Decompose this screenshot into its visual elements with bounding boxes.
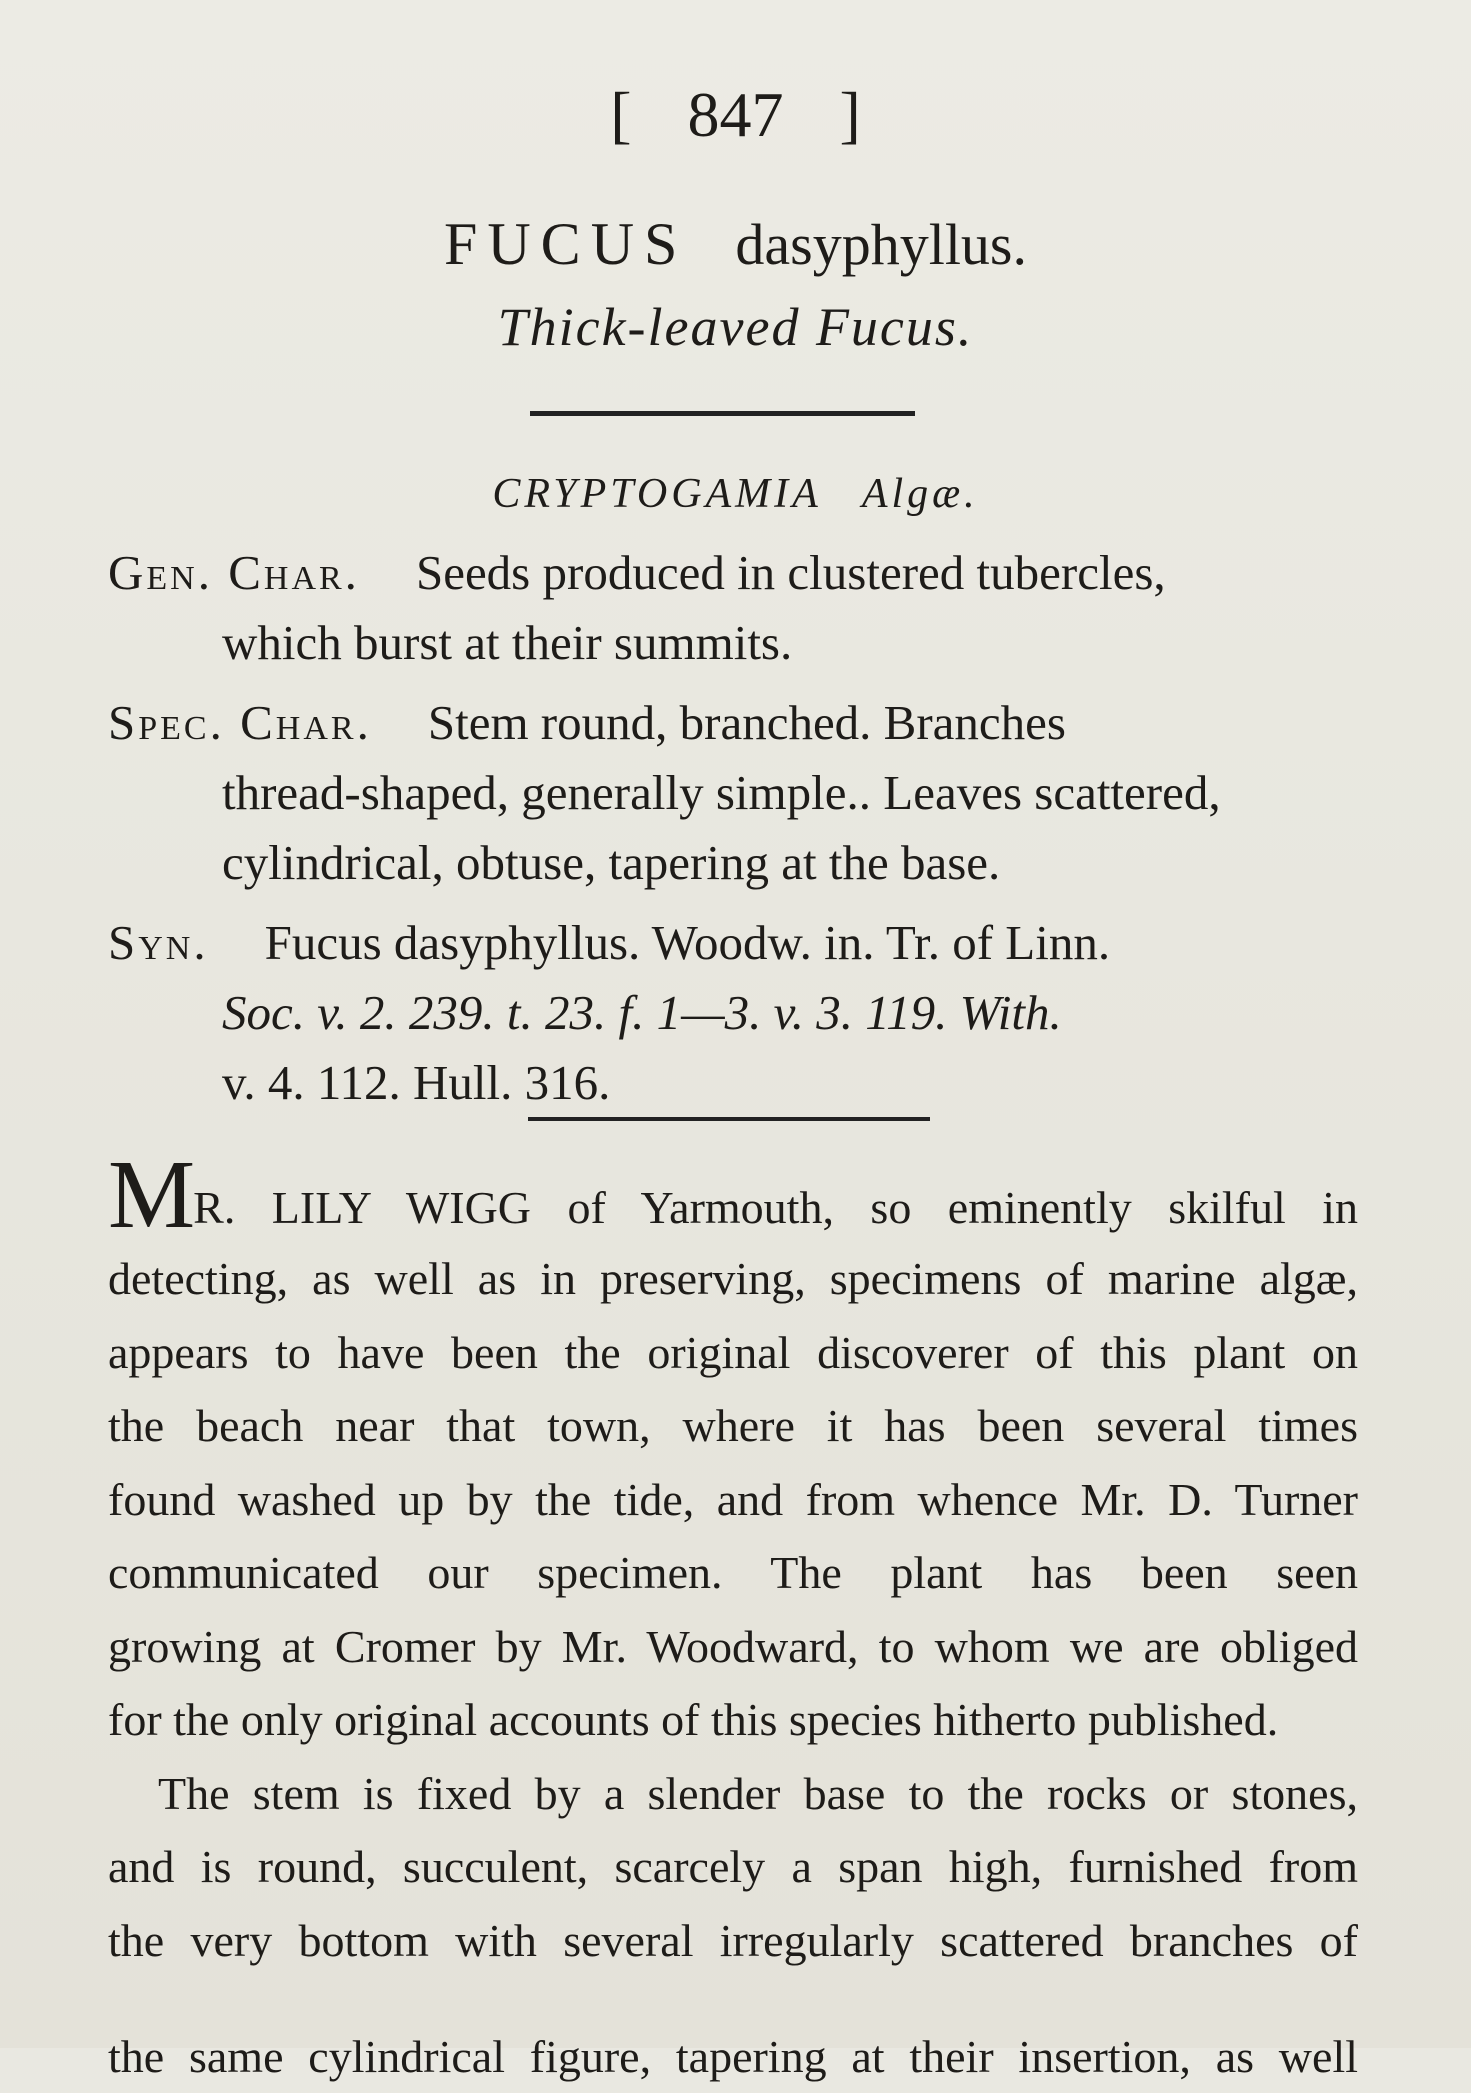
- generic-character: [108, 538, 1353, 678]
- definition-line: [108, 688, 1353, 758]
- bracket-close: ]: [839, 79, 861, 150]
- classification-line: [0, 470, 1471, 518]
- body-line: communicated our specimen. The plant has been seen: [108, 1547, 1358, 1598]
- specific-character: [108, 688, 1353, 898]
- species-name: dasyphyllus.: [735, 212, 1028, 277]
- body-line: growing at Cromer by Mr. Woodward, to whom we are obliged: [108, 1620, 1358, 1672]
- body-line: the beach near that town, where it has been several times: [108, 1400, 1358, 1451]
- definition-line: cylindrical, obtuse, tapering at the base.: [222, 835, 1001, 890]
- definition-line: [108, 908, 1353, 978]
- definition-line: Soc. v. 2. 239. t. 23. f. 1—3. v. 3. 119. With.: [222, 985, 1062, 1040]
- page-number-header: [0, 78, 1471, 152]
- definition-line: [108, 538, 1353, 608]
- definition-text: Seeds produced in clustered tubercles,: [415, 545, 1166, 600]
- body-line: the very bottom with several irregularly scattered branches of: [108, 1914, 1358, 1966]
- definition-line: thread-shaped, generally simple.. Leaves scattered,: [222, 765, 1221, 820]
- definition-text: Stem round, branched. Branches: [427, 695, 1067, 750]
- species-title: [0, 210, 1471, 279]
- common-name: Thick-leaved Fucus.: [497, 297, 974, 357]
- body-line: [108, 1141, 1358, 1249]
- definition-label: Spec. Char.: [108, 695, 372, 750]
- character-definitions: [108, 538, 1353, 1128]
- body-line: appears to have been the original discoverer of this plant on: [108, 1326, 1358, 1378]
- definition-line: v. 4. 112. Hull. 316.: [222, 1055, 611, 1110]
- body-line: for the only original accounts of this species hitherto published.: [108, 1694, 1279, 1745]
- bracket-open: [: [610, 79, 632, 150]
- divider-rule-top: [530, 411, 915, 416]
- body-line: found washed up by the tide, and from whence Mr. D. Turner: [108, 1473, 1358, 1525]
- definition-line: which burst at their summits.: [222, 615, 793, 670]
- definition-label: Syn.: [108, 915, 209, 970]
- body-line: detecting, as well as in preserving, specimens of marine algæ,: [108, 1253, 1358, 1304]
- definition-text: Fucus dasyphyllus. Woodw. in. Tr. of Linn.: [264, 915, 1111, 970]
- body-line-cut-off: the same cylindrical figure, tapering at their insertion, as well: [108, 2031, 1358, 2082]
- synonyms: [108, 908, 1353, 1118]
- class-name: CRYPTOGAMIA: [492, 471, 822, 517]
- body-line: and is round, succulent, scarcely a span high, furnished from: [108, 1841, 1358, 1892]
- page-number: 847: [687, 79, 784, 150]
- divider-rule-bottom: [528, 1117, 930, 1121]
- body-line: The stem is fixed by a slender base to the rocks or stones,: [158, 1767, 1358, 1819]
- drop-cap: M: [108, 1141, 194, 1249]
- genus-name: FUCUS: [443, 211, 688, 277]
- first-line-text: R. LILY WIGG of Yarmouth, so eminently skilful in: [193, 1182, 1358, 1233]
- body-text: [108, 1141, 1358, 1977]
- definition-label: Gen. Char.: [108, 545, 360, 600]
- order-name: Algæ.: [861, 471, 979, 517]
